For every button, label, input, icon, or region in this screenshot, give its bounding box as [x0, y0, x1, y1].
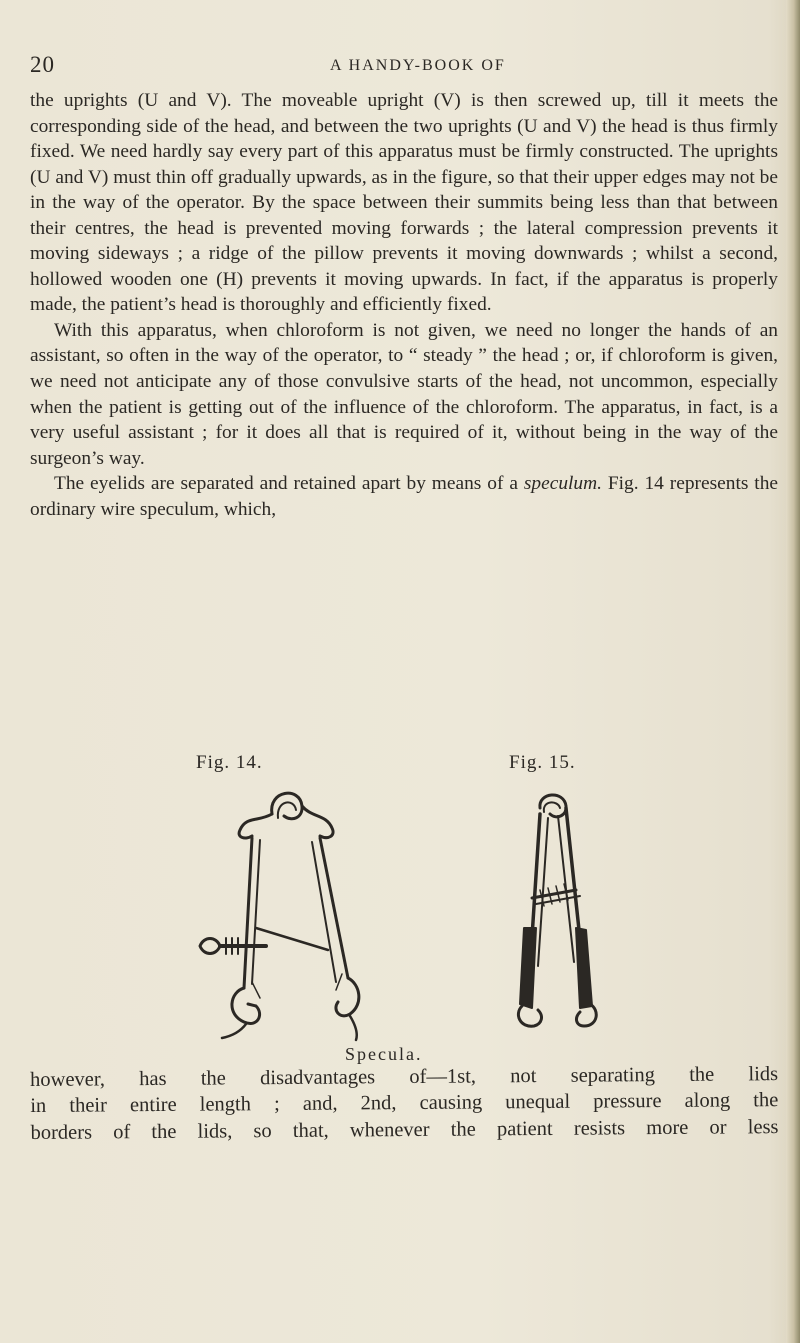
wire-speculum-illustration [160, 778, 410, 1048]
paragraph-3 [30, 471, 778, 522]
paragraph-1: the uprights (U and V). The moveable upright (V) is then screwed up, till it meets the corresponding side of the head, and between the two uprights (U and V) the head is thus firmly fixed. We need hardly say every part of this apparatus must be firmly constructed. The uprights (U and V) must thin off gradually upwards, as in the figure, so that their upper edges may not be in the way of the operator. By the space between their summits being less than that between their centres, the head is prevented moving forwards ; the lateral compression prevents it moving sideways ; a ridge of the pillow prevents it moving downwards ; whilst a second, hollowed wooden one (H) prevents it moving upwards. In fact, if the apparatus is properly made, the patient’s head is thoroughly and efficiently fixed. [30, 90, 778, 316]
page-header [30, 52, 770, 82]
page-number: 20 [30, 52, 55, 77]
figure-caption: Specula. [345, 1044, 423, 1064]
page-edge-shadow [786, 0, 800, 1343]
body-text [30, 88, 778, 522]
stop-speculum-illustration [480, 778, 630, 1048]
paragraph-2: With this apparatus, when chloroform is not given, we need no longer the hands of an assistant, so often in the way of the operator, to “ steady ” the head ; or, if chloroform is given, we need not anticipate any of those convulsive starts of the head, not uncommon, especially when the patient is getting out of the influence of the chloroform. The apparatus, in fact, is a very useful assistant ; for it does all that is required of it, without being in the way of the surgeon’s way. [30, 319, 778, 469]
speculum-term: speculum. [523, 473, 602, 495]
continued-text [30, 1061, 779, 1146]
figures-area [0, 752, 800, 1052]
running-title: A HANDY-BOOK OF [330, 57, 506, 74]
tail-line-3: borders of the lids, so that, whenever the patient resists more or less [30, 1115, 779, 1144]
fig-14-label: Fig. 14. [196, 752, 263, 773]
tail-line-2: in their entire length ; and, 2nd, causing unequal pressure along the [30, 1089, 779, 1118]
fig-15-label: Fig. 15. [509, 752, 576, 773]
paragraph-3-rest: Fig. 14 represents the ordinary wire speculum, which, [30, 473, 778, 520]
tail-line-1: however, has the disadvantages of—1st, not separating the lids [30, 1063, 779, 1091]
paragraph-3-start: The eyelids are separated and retained apart by means of a [54, 473, 518, 495]
